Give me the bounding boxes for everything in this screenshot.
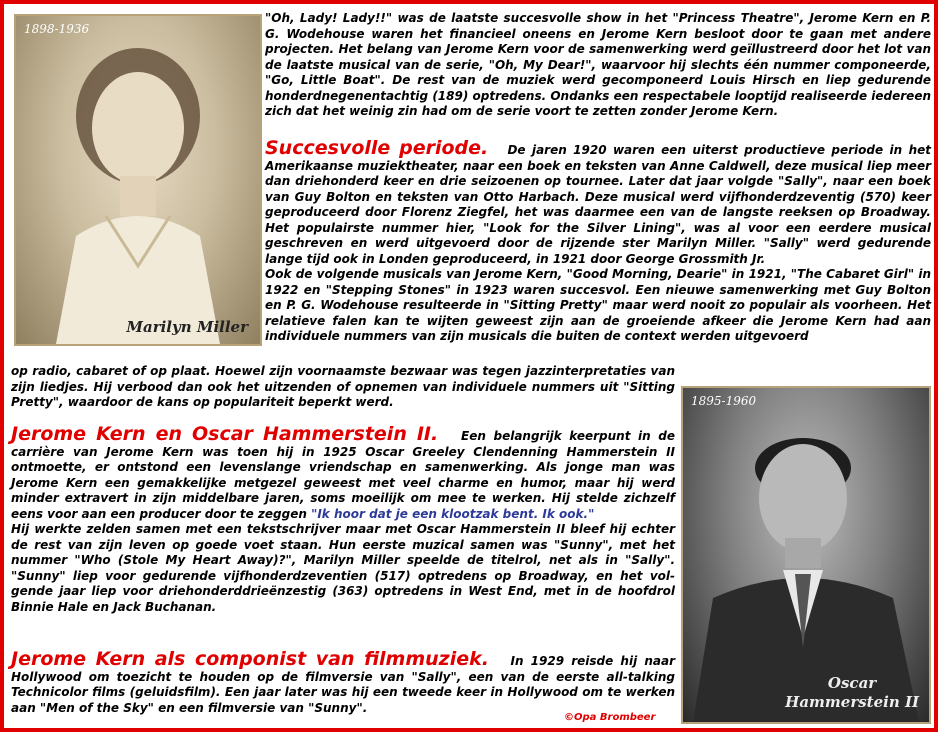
miller-caption: Marilyn Miller — [126, 318, 248, 336]
section3-text: In 1929 reisde hij naar Hollywood om toezicht te houden op de filmversie van "Sally", een van de eerste all-talking Technicolor films (geluidsfilm). Een jaar later was hij een tweede keer in Hollywood om te werken aan "Men of the Sky" en een filmversie van "Sunny". — [11, 654, 676, 715]
oscar-caption-line1: Oscar — [827, 674, 877, 692]
copyright-credit: ©Opa Brombeer — [564, 712, 656, 723]
miller-years: 1898-1936 — [24, 22, 90, 36]
intro-paragraph — [265, 11, 931, 120]
portrait-illustration — [16, 16, 260, 344]
section-heading-succesvolle-periode: Succesvolle periode. — [265, 137, 489, 159]
section1-text: De jaren 1920 waren een uiterst productieve periode in het Amerikaanse muziektheater, naar een boek en teksten van Anne Caldwell, deze musical liep meer dan driehonderd keer en drie seizoenen op tournee. Later dat jaar volgde "Sally", naar een boek van Guy Bolton en teksten van Otto Harbach. Deze musical werd vijfhonderdzeventig (570) keer geproduceerd door Florenz Ziegfel, het was daarmee een van de langste reeksen op Broadway. Het populairste nummer hier, "Look for the Silver Lining", was al voor een eerdere musical geschreven en werd uitgevoerd door de rijzende ster Marilyn Miller. "Sally" werd gedurende lange tijd ook in Londen geproduceerd, in 1921 door George Grossmith Jr. — [265, 143, 932, 266]
section2-text: Een belangrijk keerpunt in de carrière van Jerome Kern was toen hij in 1925 Oscar Greeley Clendenning Hammerstein II ontmoette, er ontstond een levenslange vriendschap en samenwerking. Als jonge man was Jerome Kern een gemakkelijke metgezel geweest met veel charme en humor, maar hij werd minder extravert in zijn middelbare jaren, soms moeilijk om mee te werken. Hij stelde zichzelf eens voor aan een producer door te zeggen — [11, 429, 675, 521]
marilyn-miller-photo — [14, 14, 262, 346]
section-heading-kern-hammerstein: Jerome Kern en Oscar Hammerstein II. — [11, 423, 439, 445]
section1-text2: Ook de volgende musicals van Jerome Kern, "Good Morning, Dearie" in 1921, "The Cabaret Girl" in 1922 en "Stepping Stones" in 1923 waren succesvol. Een nieuwe samenwerking met Guy Bolton en P. G. Wodehouse resulteerde in "Sitting Pretty" maar werd nooit zo populair als voorheen. Het relatieve falen kan te wijten geweest zijn aan de groeiende afkeer die Jerome Kern had aan individuele nummers van zijn musicals die buiten de context werden uitgevoerd — [265, 267, 931, 343]
section-kern-hammerstein — [11, 424, 675, 615]
section1-text3: op radio, cabaret of op plaat. Hoewel zijn voornaamste bezwaar was tegen jazzinterpretaties van zijn liedjes. Hij verbood dan ook het uitzenden of opnemen van individuele nummers uit "Sitting Pretty", waardoor de kans op populariteit beperkt werd. — [11, 364, 675, 409]
kern-quote: "Ik hoor dat je een klootzak bent. Ik ook." — [311, 506, 595, 521]
intro-text: "Oh, Lady! Lady!!" was de laatste succesvolle show in het "Princess Theatre", Jerome Kern en P. G. Wodehouse waren het financieel oneens en Jerome Kern besloot door te gaan met andere projecten. Het belang van Jerome Kern voor de samenwerking werd geïllustreerd door het lot van de laatste musical van de serie, "Oh, My Dear!", waarvoor hij slechts één nummer componeerde, "Go, Little Boat". De rest van de muziek werd gecomponeerd Louis Hirsch en liep gedurende honderdnegenentachtig (189) optredens. Ondanks een respectabele looptijd realiseerde iedereen zich dat het weinig zin had om de serie voort te zetten zonder Jerome Kern. — [265, 11, 931, 118]
oscar-hammerstein-photo — [681, 386, 931, 724]
section2-text2: Hij werkte zelden samen met een tekstschrijver maar met Oscar Hammerstein II bleef hij echter de rest van zijn leven op goede voet staan. Hun eerste muzical samen was "Sunny", met het nummer "Who (Stole My Heart Away)?", Marilyn Miller speelde de titelrol, net als in "Sally". "Sunny" liep voor gedurende vijfhonderdzeventien (517) optredens op Broadway, en het vol-gende jaar liep voor driehonderddrieënzestig (363) optredens in West End, met in de hoofdrol Binnie Hale en Jack Buchanan. — [11, 522, 675, 614]
oscar-caption-line2: Hammerstein II — [785, 693, 919, 711]
oscar-caption — [785, 674, 919, 712]
section-succesvolle-periode — [265, 138, 931, 345]
portrait-illustration — [683, 388, 929, 722]
oscar-years: 1895-1960 — [691, 394, 757, 408]
section-filmmuziek — [11, 649, 675, 716]
section-heading-filmmuziek: Jerome Kern als componist van filmmuziek. — [11, 648, 489, 670]
section1-continuation — [11, 364, 675, 411]
